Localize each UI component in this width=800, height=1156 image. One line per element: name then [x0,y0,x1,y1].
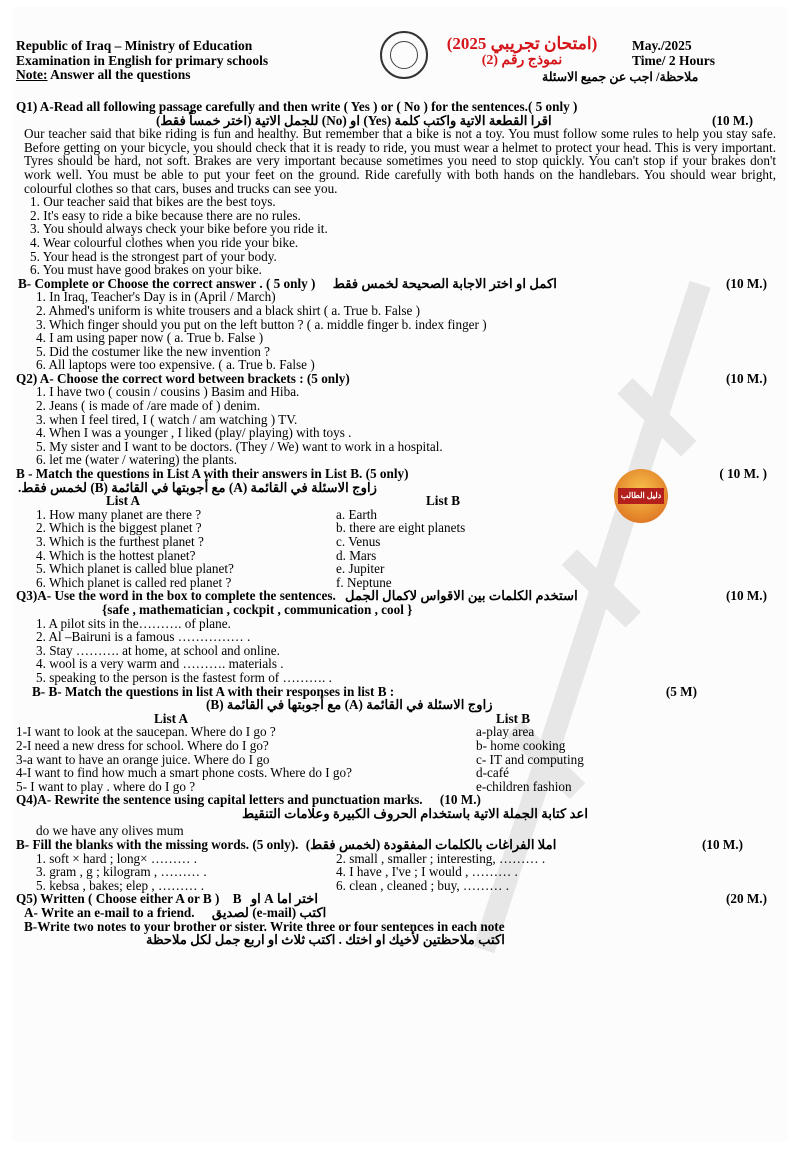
q3-list-b-item: b- home cooking [476,737,566,753]
q1-b-title: B- Complete or Choose the correct answer . ( 5 only ) [18,275,316,291]
q1-b-items [16,290,781,372]
q1-a-items [16,195,781,277]
q3-a-title: Q3)A- Use the word in the box to complete the sentences. [16,588,336,604]
table-row [16,508,781,522]
q2-list-a-item: 1. How many planet are there ? [36,506,202,522]
q3-list-b-item: a-play area [476,724,535,740]
student-guide-logo [614,469,668,523]
table-row [16,521,781,535]
list-item: 3. when I feel tired, I ( watch / am watching ) TV. [36,411,298,427]
table-row [16,780,781,794]
header-model-ar: نموذج رقم (2) [481,53,563,68]
q3-list-b-item: c- IT and computing [476,751,584,767]
q4-b-marks: (10 M.) [701,837,743,853]
list-item: 6. You must have good brakes on your bike. [30,262,262,278]
q4-b-right-item: 6. clean , cleaned ; buy, ……… . [336,877,510,893]
q4-b-left-item: 3. gram , g ; kilogram , ……… . [36,864,207,880]
list-item: 4. wool is a very warm and ………. materials . [36,656,284,672]
q1-a-title: Q1) A-Read all following passage carefully and then write ( Yes ) or ( No ) for the sentences.( 5 only ) [16,99,578,114]
list-item: 6. All laptops were too expensive. ( a. True b. False ) [36,357,315,373]
q3-b-marks: (5 M) [665,683,697,699]
list-item: 1. A pilot sits in the………. of plane. [36,615,231,631]
q5-title-ar: اختر اما A او [250,891,319,907]
q2-list-b-item: a. Earth [336,506,378,522]
logo-text: دليل الطالب [618,488,664,504]
header-right [632,39,715,68]
list-item: 5. Your head is the strongest part of your body. [30,248,277,264]
header-note [16,68,268,83]
q4-a-ar: اعد كتابة الجملة الاتية باستخدام الحروف الكبيرة وعلامات التنقيط [242,805,589,821]
q5-marks: (20 M.) [725,891,767,907]
table-row [16,753,781,767]
q5-a: A- Write an e-mail to a friend. [24,905,195,921]
q3-a-items [16,617,781,685]
q2-b-ar: زاوج الاسئلة في القائمة (A) مع أجوبتها في القائمة (B) لخمس فقط. [18,479,378,495]
q2-b-header [16,467,781,481]
q3-b-title: B- B- Match the questions in list A with their responses in list B : [32,683,395,699]
q2-a-items [16,385,781,467]
list-item: 4. I am using paper now ( a. True b. False ) [36,330,264,346]
q2-match-table [16,508,781,590]
q2-list-b-item: f. Neptune [336,574,392,590]
q2-list-a-item: 4. Which is the hottest planet? [36,547,196,563]
q5-title: Q5) Written ( Choose either A or B ) [16,891,220,907]
table-row [16,535,781,549]
q5-header [16,892,781,906]
table-row [16,739,781,753]
q2-list-b-item: e. Jupiter [336,561,385,577]
q2-list-b-head: List B [426,493,461,509]
q3-list-a-head: List A [154,710,189,726]
table-row [16,562,781,576]
list-item: 3. You should always check your bike before you ride it. [30,221,328,237]
q5-b-ar: اكتب ملاحظتين لأخيك او اختك . اكتب ثلاث او اربع جمل لكل ملاحظة [146,932,505,948]
ministry-seal [380,31,428,79]
list-item: 4. When I was a younger , I liked (play/ playing) with toys . [36,425,352,441]
list-item: 1. I have two ( cousin / cousins ) Basim and Hiba. [36,384,300,400]
note-text: Answer all the questions [47,67,191,82]
q5-b: B-Write two notes to your brother or sister. Write three or four sentences in each note [24,918,505,934]
q3-list-heads [16,712,781,726]
q3-a-marks: (10 M.) [725,588,767,604]
q4-a-header [16,793,781,807]
header-middle [437,35,607,68]
q3-list-a-item: 1-I want to look at the saucepan. Where do I go ? [16,724,276,740]
q2-a-marks: (10 M.) [725,370,767,386]
list-item: 6. let me (water / watering) the plants. [36,452,238,468]
header-note-ar: ملاحظة/ اجب عن جميع الاسئلة [542,70,699,84]
header-left [16,39,268,83]
q4-b-grid [16,852,781,893]
q1-a-instructions [16,114,781,128]
q1-passage: Our teacher said that bike riding is fun and healthy. But remember that a bike is not a toy. You must follow some rules to help you stay safe. Before getting on your bicycle, you should check that it is ready to ride, you must wear a helmet to protect your head. This is very important. Tyres should be hard, not soft. Brakes are very important because sometimes you need to stop quickly. You can't stop if your brakes don't work well. You must be able to put your feet on the ground. Ride carefully with both hands on the handlebars. You should wear bright, colourful clothes so that cars, buses and trucks can see you. [24,126,776,196]
q4-b-right-item: 4. I have , I've ; I would , ……… . [336,864,518,880]
q5-title-b: B [232,891,242,907]
exam-sheet [12,7,788,1142]
list-item: 3. Stay ………. at home, at school and online. [36,642,280,658]
q1-b-marks: (10 M.) [725,275,767,291]
q4-b-left-item: 1. soft × hard ; long× ……… . [36,850,198,866]
list-item: 2. Jeans ( is made of /are made of ) denim. [36,398,261,414]
table-row [16,549,781,563]
q2-a-title: Q2) A- Choose the correct word between brackets : (5 only) [16,370,350,386]
q4-b-left-item: 5. kebsa , bakes; elep , ……… . [36,877,205,893]
q3-word-box: {safe , mathematician , cockpit , communication , cool } [102,601,413,617]
q2-list-a-item: 2. Which is the biggest planet ? [36,520,202,536]
q4-a-ar-row [16,807,781,821]
table-row [16,865,781,879]
table-row [16,879,781,893]
q2-list-b-item: d. Mars [336,547,377,563]
q4-a-sentence: do we have any olives mum [36,823,184,839]
q3-list-b-head: List B [496,710,531,726]
list-item: 3. Which finger should you put on the left button ? ( a. middle finger b. index finger ) [36,316,487,332]
q3-list-a-item: 5- I want to play . where do I go ? [16,778,196,794]
q2-b-title: B - Match the questions in List A with their answers in List B. (5 only) [16,466,409,482]
q4-a-marks: (10 M.) [439,792,481,808]
list-item: 4. Wear colourful clothes when you ride your bike. [30,234,299,250]
header-time: Time/ 2 Hours [632,52,716,68]
list-item: 5. Did the costumer like the new invention ? [36,343,271,359]
q1-b-header [16,277,781,291]
q3-match-table [16,725,781,793]
list-item: 1. Our teacher said that bikes are the best toys. [30,194,276,210]
header-exam-ar: (امتحان تجريبي 2025) [446,34,598,53]
table-row [16,852,781,866]
list-item: 5. speaking to the person is the fastest form of ………. . [36,669,332,685]
q3-b-ar: زاوج الاسئلة في القائمة (A) مع أجوبتها في القائمة (B) [206,697,493,713]
q3-a-ar: استخدم الكلمات بين الاقواس لاكمال الجمل [345,588,578,604]
q1-a-ar: اقرا القطعة الاتية واكتب كلمة (Yes) او (No) للجمل الاتية (اختر خمساً فقط) [156,112,552,128]
table-row [16,766,781,780]
list-item: 5. My sister and I want to be doctors. (They / We) want to work in a hospital. [36,438,443,454]
list-item: 2. Ahmed's uniform is white trousers and a black shirt ( a. True b. False ) [36,302,421,318]
q2-a-header [16,372,781,386]
q2-list-a-item: 5. Which planet is called blue planet? [36,561,234,577]
q5-a-row [16,906,781,920]
q5-b-ar-row [16,933,781,947]
list-item: 2. Al –Bairuni is a famous …………… . [36,629,251,645]
q3-list-b-item: e-children fashion [476,778,572,794]
q5-a-ar: اكتب (e-mail) لصديق [211,905,327,921]
header-exam-title: Examination in English for primary schools [16,52,269,68]
q4-b-right-item: 2. small , smaller ; interesting, ……… . [336,850,546,866]
header-ministry: Republic of Iraq – Ministry of Education [16,38,253,53]
list-item: 1. In Iraq, Teacher's Day is in (April / March) [36,289,276,305]
q4-b-ar: املا الفراغات بالكلمات المفقودة (لخمس فقط) [305,837,557,853]
q2-list-a-item: 3. Which is the furthest planet ? [36,534,204,549]
header-date: May./2025 [632,38,692,53]
q3-a-header [16,589,781,603]
note-label: Note: [16,67,48,82]
q2-b-marks: ( 10 M. ) [719,466,767,482]
q3-b-ar-row [16,698,781,712]
q1-b-ar: اكمل او اختر الاجابة الصحيحة لخمس فقط [332,275,557,291]
q3-list-a-item: 4-I want to find how much a smart phone costs. Where do I go? [16,765,352,781]
exam-content [16,100,781,947]
q4-b-header [16,838,781,852]
table-row [16,576,781,590]
q2-list-b-item: c. Venus [336,534,381,549]
q4-a-title: Q4)A- Rewrite the sentence using capital letters and punctuation marks. [16,792,423,808]
q3-list-a-item: 2-I need a new dress for school. Where do I go? [16,737,269,753]
q2-list-b-item: b. there are eight planets [336,520,466,536]
q3-list-b-item: d-café [476,765,509,781]
table-row [16,725,781,739]
exam-header [12,7,788,84]
list-item: 2. It's easy to ride a bike because there are no rules. [30,207,301,223]
q3-list-a-item: 3-a want to have an orange juice. Where do I go [16,751,270,767]
q2-list-a-item: 6. Which planet is called red planet ? [36,574,232,590]
q4-b-title: B- Fill the blanks with the missing words. (5 only). [16,837,299,853]
q1-a-marks: (10 M.) [711,112,753,128]
q2-list-a-head: List A [106,493,141,509]
